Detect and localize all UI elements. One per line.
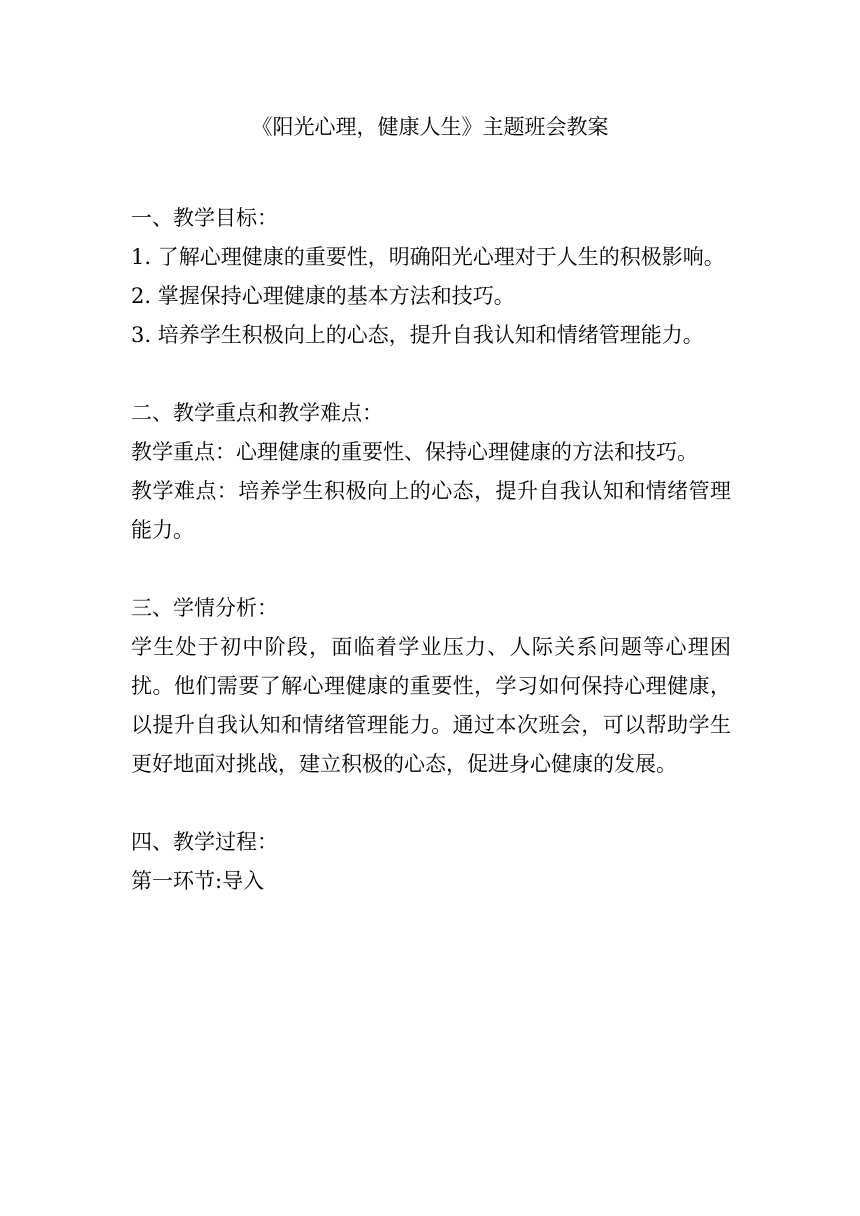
section-gap xyxy=(131,355,731,394)
objective-item-2: 2. 掌握保持心理健康的基本方法和技巧。 xyxy=(131,284,515,308)
objective-item-1: 1. 了解心理健康的重要性，明确阳光心理对于人生的积极影响。 xyxy=(131,245,725,269)
key-point-text: 教学重点：心理健康的重要性、保持心理健康的方法和技巧。 xyxy=(131,440,698,464)
process-step-1: 第一环节:导入 xyxy=(131,869,265,893)
section-heading-teaching-process: 四、教学过程： xyxy=(131,830,278,854)
difficulty-text: 教学难点：培养学生积极向上的心态，提升自我认知和情绪管理能力。 xyxy=(131,479,731,542)
section-heading-student-analysis: 三、学情分析： xyxy=(131,596,278,620)
section-gap xyxy=(131,784,731,823)
section-heading-objectives: 一、教学目标： xyxy=(131,206,278,230)
document-body xyxy=(131,199,731,901)
document-title: 《阳光心理，健康人生》主题班会教案 xyxy=(251,115,609,139)
section-gap xyxy=(131,550,731,589)
student-analysis-paragraph: 学生处于初中阶段，面临着学业压力、人际关系问题等心理困扰。他们需要了解心理健康的重要性，学习如何保持心理健康，以提升自我认知和情绪管理能力。通过本次班会，可以帮助学生更好地面对挑战，建立积极的心态，促进身心健康的发展。 xyxy=(131,635,731,776)
section-heading-key-points: 二、教学重点和教学难点： xyxy=(131,401,383,425)
objective-item-3: 3. 培养学生积极向上的心态，提升自我认知和情绪管理能力。 xyxy=(131,323,704,347)
